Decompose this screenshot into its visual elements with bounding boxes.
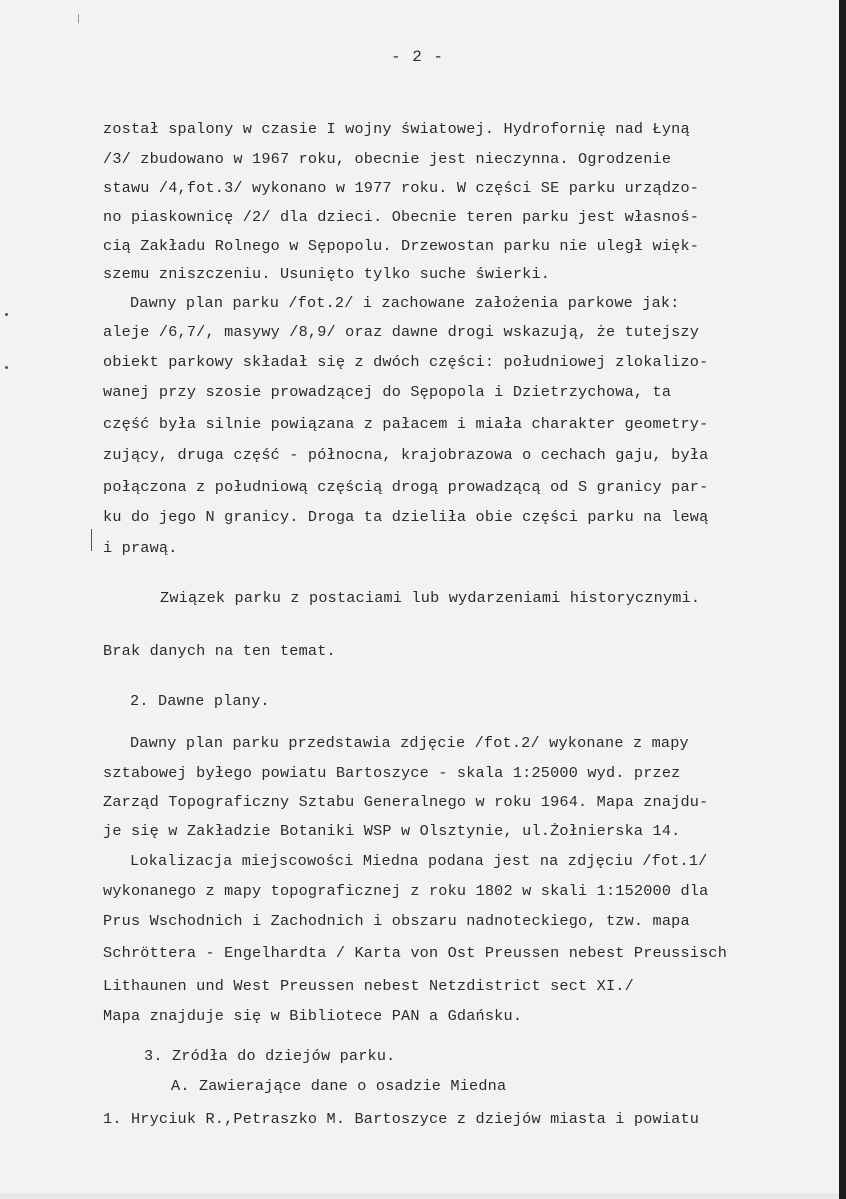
- text-line: Mapa znajduje się w Bibliotece PAN a Gdańsku.: [103, 1007, 523, 1025]
- page-number: - 2 -: [391, 48, 445, 66]
- text-line: /3/ zbudowano w 1967 roku, obecnie jest nieczynna. Ogrodzenie: [103, 150, 672, 168]
- page-bottom-edge: [0, 1193, 846, 1199]
- scan-speck: [5, 366, 8, 369]
- text-line: został spalony w czasie I wojny światowej. Hydrofornię nad Łyną: [103, 120, 690, 138]
- margin-mark: [91, 529, 92, 551]
- text-line: Schröttera - Engelhardta / Karta von Ost Preussen nebest Preussisch: [103, 944, 728, 962]
- text-line: je się w Zakładzie Botaniki WSP w Olsztynie, ul.Żołnierska 14.: [103, 822, 681, 840]
- text-line: Lithaunen und West Preussen nebest Netzdistrict sect XI./: [103, 977, 634, 995]
- scan-border: [839, 0, 846, 1199]
- text-line: ku do jego N granicy. Droga ta dzieliła obie części parku na lewą: [103, 508, 709, 526]
- subsection-heading: A. Zawierające dane o osadzie Miedna: [171, 1077, 507, 1095]
- text-line: i prawą.: [103, 539, 178, 557]
- scan-speck: [5, 313, 8, 316]
- text-line: no piaskownicę /2/ dla dzieci. Obecnie teren parku jest własnoś-: [103, 208, 700, 226]
- text-line: Dawny plan parku /fot.2/ i zachowane założenia parkowe jak:: [130, 294, 680, 312]
- list-item: 1. Hryciuk R.,Petraszko M. Bartoszyce z dziejów miasta i powiatu: [103, 1110, 700, 1128]
- text-line: Prus Wschodnich i Zachodnich i obszaru nadnoteckiego, tzw. mapa: [103, 912, 690, 930]
- text-line: połączona z południową częścią drogą prowadzącą od S granicy par-: [103, 478, 709, 496]
- section-heading: 3. Zródła do dziejów parku.: [144, 1047, 396, 1065]
- text-line: stawu /4,fot.3/ wykonano w 1977 roku. W części SE parku urządzo-: [103, 179, 700, 197]
- section-heading: 2. Dawne plany.: [130, 692, 270, 710]
- section-heading: Związek parku z postaciami lub wydarzeniami historycznymi.: [160, 589, 701, 607]
- text-line: wykonanego z mapy topograficznej z roku 1802 w skali 1:152000 dla: [103, 882, 709, 900]
- text-line: Zarząd Topograficzny Sztabu Generalnego w roku 1964. Mapa znajdu-: [103, 793, 709, 811]
- scan-speck: [78, 14, 79, 23]
- text-line: aleje /6,7/, masywy /8,9/ oraz dawne drogi wskazują, że tutejszy: [103, 323, 700, 341]
- text-line: część była silnie powiązana z pałacem i miała charakter geometry-: [103, 415, 709, 433]
- text-line: Brak danych na ten temat.: [103, 642, 336, 660]
- text-line: sztabowej byłego powiatu Bartoszyce - skala 1:25000 wyd. przez: [103, 764, 681, 782]
- text-line: Dawny plan parku przedstawia zdjęcie /fot.2/ wykonane z mapy: [130, 734, 689, 752]
- text-line: Lokalizacja miejscowości Miedna podana jest na zdjęciu /fot.1/: [130, 852, 708, 870]
- text-line: cią Zakładu Rolnego w Sępopolu. Drzewostan parku nie uległ więk-: [103, 237, 700, 255]
- text-line: szemu zniszczeniu. Usunięto tylko suche świerki.: [103, 265, 551, 283]
- text-line: wanej przy szosie prowadzącej do Sępopola i Dzietrzychowa, ta: [103, 383, 672, 401]
- text-line: obiekt parkowy składał się z dwóch części: południowej zlokalizo-: [103, 353, 709, 371]
- text-line: zujący, druga część - północna, krajobrazowa o cechach gaju, była: [103, 446, 709, 464]
